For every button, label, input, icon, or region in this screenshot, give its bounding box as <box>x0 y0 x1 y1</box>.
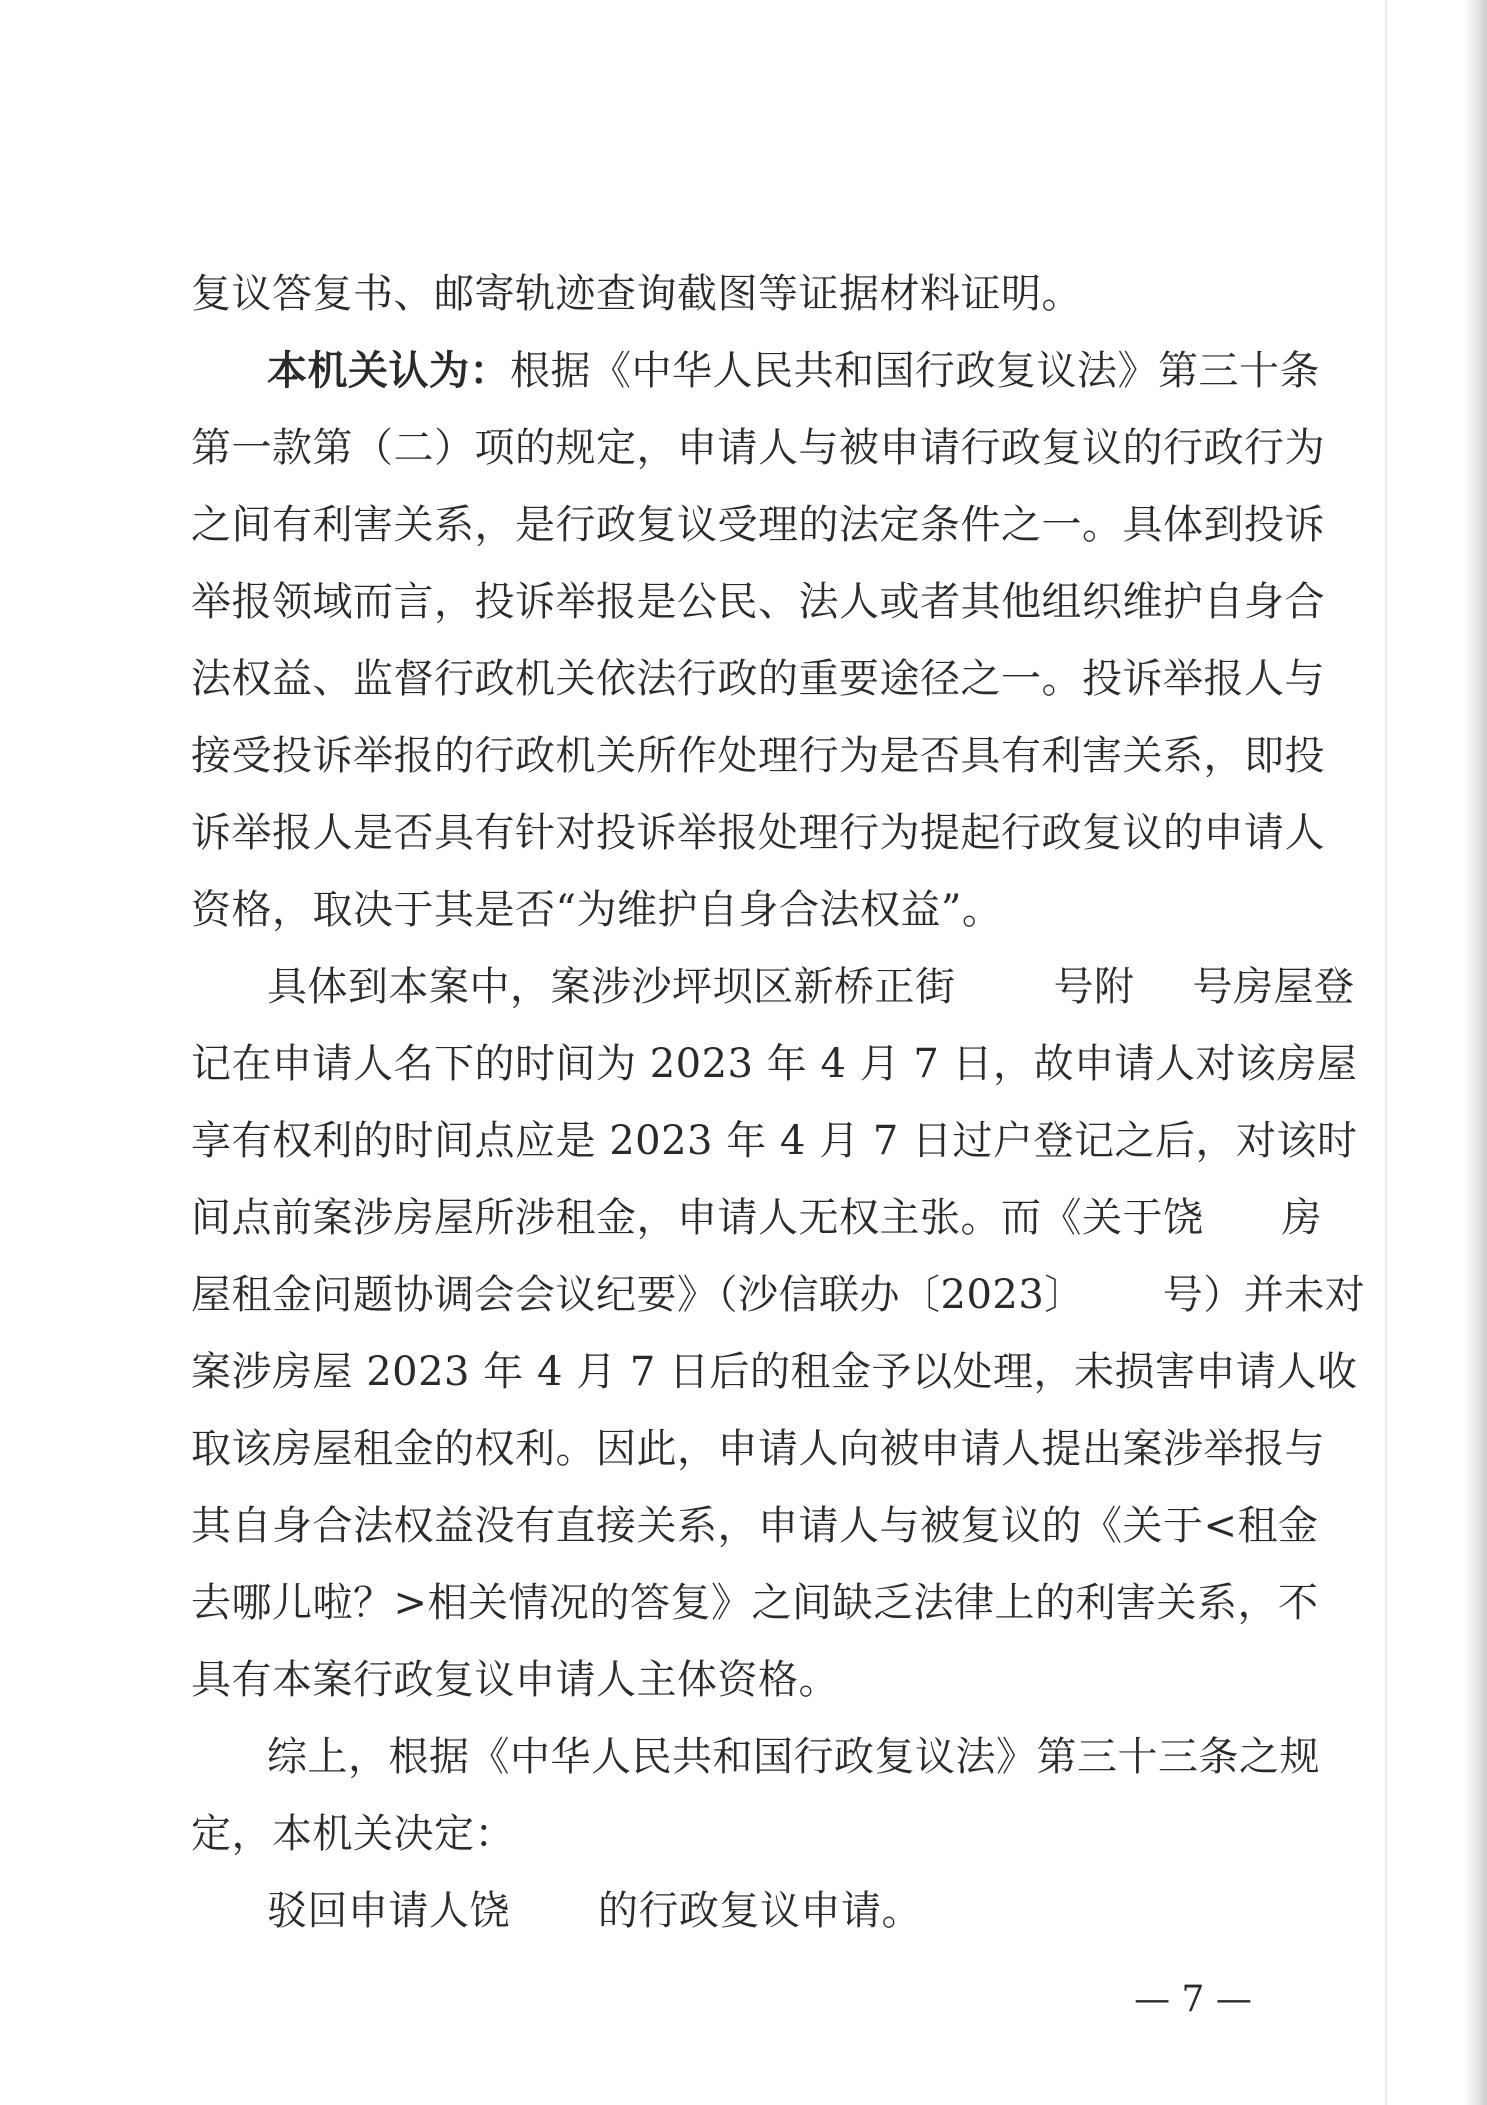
paragraph-3-line-9: 去哪儿啦？>相关情况的答复》之间缺乏法律上的利害关系，不 <box>191 1580 1319 1626</box>
paragraph-3-line-1 <box>267 951 1355 1023</box>
paragraph-3-line-1-text-b: 号附 <box>1053 964 1135 1010</box>
paragraph-5-line-1-text-b: 的行政复议申请。 <box>598 1888 922 1934</box>
redacted-block <box>1089 1280 1159 1316</box>
paragraph-2-line-2: 第一款第（二）项的规定，申请人与被申请行政复议的行政行为 <box>191 425 1325 471</box>
scan-page-edge <box>1465 0 1487 2105</box>
redacted-block <box>1139 972 1189 1008</box>
paragraph-3-line-2: 记在申请人名下的时间为 2023 年 4 月 7 日，故申请人对该房屋 <box>191 1041 1358 1087</box>
paragraph-1-line-1: 复议答复书、邮寄轨迹查询截图等证据材料证明。 <box>191 271 1082 317</box>
paragraph-3-line-4 <box>191 1182 1322 1254</box>
paragraph-3-line-1-text-c: 号房屋登 <box>1192 964 1355 1010</box>
paragraph-3-line-10: 具有本案行政复议申请人主体资格。 <box>191 1657 839 1703</box>
paragraph-2-line-7: 诉举报人是否具有针对投诉举报处理行为提起行政复议的申请人 <box>191 810 1325 856</box>
paragraph-2-line-6: 接受投诉举报的行政机关所作处理行为是否具有利害关系，即投 <box>191 733 1325 779</box>
paragraph-2-line-3: 之间有利害关系，是行政复议受理的法定条件之一。具体到投诉 <box>191 502 1325 548</box>
page-number: — 7 — <box>1134 1979 1252 2020</box>
paragraph-3-line-8: 其自身合法权益没有直接关系，申请人与被复议的《关于<租金 <box>191 1503 1319 1549</box>
redacted-block <box>514 1896 594 1932</box>
paragraph-2-line-5: 法权益、监督行政机关依法行政的重要途径之一。投诉举报人与 <box>191 656 1325 702</box>
scan-shadow-line <box>1385 0 1387 2105</box>
redacted-block <box>960 972 1050 1008</box>
paragraph-4-line-2: 定，本机关决定： <box>191 1811 515 1857</box>
paragraph-3-line-7: 取该房屋租金的权利。因此，申请人向被申请人提出案涉举报与 <box>191 1426 1325 1472</box>
paragraph-3-line-3: 享有权利的时间点应是 2023 年 4 月 7 日过户登记之后，对该时 <box>191 1118 1358 1164</box>
paragraph-3-line-5-text-a: 屋租金问题协调会会议纪要》（沙信联办〔2023〕 <box>191 1272 1085 1318</box>
paragraph-4-line-1: 综上，根据《中华人民共和国行政复议法》第三十三条之规 <box>267 1734 1320 1780</box>
paragraph-3-line-4-text-a: 间点前案涉房屋所涉租金，申请人无权主张。而《关于饶 <box>191 1195 1204 1241</box>
paragraph-2-line-4: 举报领域而言，投诉举报是公民、法人或者其他组织维护自身合 <box>191 579 1325 625</box>
paragraph-5-line-1 <box>267 1875 1367 1947</box>
paragraph-2-line-1-text: 根据《中华人民共和国行政复议法》第三十条 <box>510 348 1320 394</box>
paragraph-5-line-1-text-a: 驳回申请人饶 <box>267 1888 510 1934</box>
paragraph-3-line-4-text-b: 房 <box>1281 1195 1322 1241</box>
paragraph-3-line-6: 案涉房屋 2023 年 4 月 7 日后的租金予以处理，未损害申请人收 <box>191 1349 1358 1395</box>
redacted-block <box>1208 1203 1278 1239</box>
paragraph-3-line-1-text-a: 具体到本案中，案涉沙坪坝区新桥正街 <box>267 964 956 1010</box>
paragraph-2-line-8: 资格，取决于其是否“为维护自身合法权益”。 <box>191 887 1003 933</box>
paragraph-2-line-1 <box>267 335 1320 407</box>
paragraph-3-line-5-text-b: 号）并未对 <box>1162 1272 1366 1318</box>
paragraph-3-line-5 <box>191 1259 1366 1331</box>
bold-lead-label: 本机关认为： <box>267 348 510 394</box>
